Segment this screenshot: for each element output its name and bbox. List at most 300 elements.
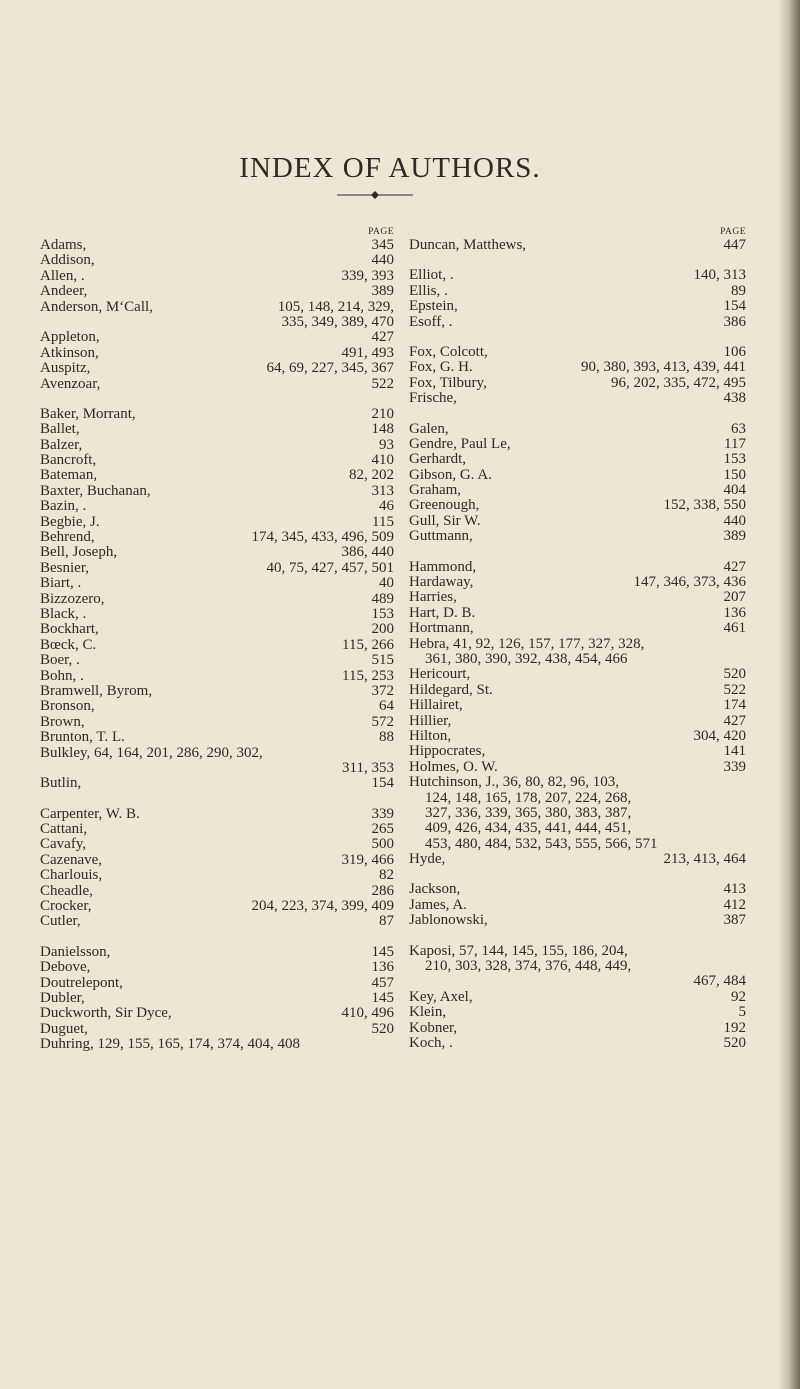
entry-line [409, 560, 746, 575]
index-entry [409, 529, 746, 544]
author-name: Bazin, . [40, 498, 87, 515]
author-name: Adams, [40, 237, 87, 253]
page-numbers: 87 [379, 913, 394, 930]
author-name: Bateman, [40, 467, 98, 484]
index-entry [409, 683, 746, 698]
page-numbers: 89 [731, 282, 746, 299]
entry-line [409, 483, 746, 498]
author-name: Fox, Tilbury, [409, 374, 487, 391]
entry-line [409, 238, 746, 253]
index-entry [409, 621, 746, 636]
author-name: Gendre, Paul Le, [409, 435, 511, 452]
entry-line [409, 990, 746, 1005]
page-edge-shadow [778, 0, 800, 1389]
index-entry [409, 575, 746, 590]
page-numbers: 82, 202 [349, 467, 394, 484]
index-entry [40, 530, 394, 545]
index-entry [40, 715, 394, 730]
author-name: Cavafy, [40, 836, 87, 853]
index-entry [40, 453, 394, 468]
entry-line [40, 453, 394, 468]
entry-line [40, 607, 394, 622]
page-numbers: 440 [723, 512, 746, 529]
page-numbers: 522 [723, 681, 746, 698]
entry-line [409, 806, 746, 821]
index-entry [40, 438, 394, 453]
entry-line [409, 452, 746, 467]
page-title: INDEX OF AUTHORS. [239, 152, 541, 184]
author-name: Duguet, [40, 1020, 88, 1037]
entry-line [40, 438, 394, 453]
page-numbers: 319, 466 [341, 851, 394, 868]
index-entry [40, 300, 394, 331]
entry-line [40, 945, 394, 960]
author-name: Black, . [40, 605, 87, 622]
entry-line [40, 761, 394, 776]
author-name: Bramwell, Byrom, [40, 682, 153, 699]
author-name: Bœck, C. [40, 636, 97, 653]
page-numbers: 389 [723, 528, 746, 545]
page-numbers: 412 [723, 896, 746, 913]
index-entry [40, 776, 394, 791]
entry-line [40, 377, 394, 392]
page-numbers: 64 [379, 698, 394, 715]
entry-line [40, 746, 394, 761]
author-name: Ballet, [40, 421, 80, 438]
index-entry [40, 638, 394, 653]
entry-line [40, 238, 394, 253]
author-name: Hebra, 41, 92, 126, 157, 177, 327, 328, [409, 635, 645, 652]
index-entry [409, 422, 746, 437]
entry-line [409, 667, 746, 682]
entry-line [409, 683, 746, 698]
author-name: Klein, [409, 1004, 447, 1021]
index-entry [40, 699, 394, 714]
author-name: Biart, . [40, 575, 82, 592]
letter-group [409, 560, 746, 868]
entry-line [40, 976, 394, 991]
page-numbers: 461 [723, 620, 746, 637]
author-name: Bronson, [40, 698, 95, 715]
index-entry [40, 884, 394, 899]
entry-line [409, 391, 746, 406]
index-entry [40, 284, 394, 299]
entry-line [40, 669, 394, 684]
index-entry [40, 746, 394, 777]
entry-line [40, 807, 394, 822]
author-name: Baxter, Buchanan, [40, 482, 151, 499]
index-entry [409, 284, 746, 299]
index-entry [409, 376, 746, 391]
author-name: Bancroft, [40, 452, 97, 469]
index-entry [40, 545, 394, 560]
entry-line [409, 760, 746, 775]
author-name: Doutrelepont, [40, 974, 123, 991]
index-entry [40, 361, 394, 376]
index-entry [40, 653, 394, 668]
entry-line [40, 269, 394, 284]
page-numbers: 404 [723, 482, 746, 499]
page-numbers: 93 [379, 436, 394, 453]
letter-group [40, 945, 394, 1053]
page-numbers: 174 [723, 697, 746, 714]
entry-line [409, 944, 746, 959]
author-name: Fox, Colcott, [409, 343, 488, 360]
page-numbers: 345 [371, 237, 394, 253]
index-entry [40, 945, 394, 960]
author-name: Atkinson, [40, 344, 99, 361]
page-numbers: 148 [371, 421, 394, 438]
entry-line [40, 422, 394, 437]
letter-group [40, 238, 394, 392]
entry-line [409, 791, 746, 806]
index-entry [409, 315, 746, 330]
entry-line [40, 638, 394, 653]
index-entry [40, 669, 394, 684]
index-column-right [409, 227, 746, 1066]
index-entry [40, 822, 394, 837]
index-entry [40, 484, 394, 499]
entry-continuation: 409, 426, 434, 435, 441, 444, 451, [425, 820, 632, 837]
entry-line [40, 407, 394, 422]
author-name: Hildegard, St. [409, 681, 493, 698]
author-name: Jackson, [409, 881, 461, 898]
index-entry [40, 422, 394, 437]
index-entry [409, 483, 746, 498]
page-numbers: 204, 223, 374, 399, 409 [251, 898, 394, 915]
page-numbers: 136 [723, 604, 746, 621]
entry-line [40, 715, 394, 730]
entry-line [409, 345, 746, 360]
entry-line [409, 360, 746, 375]
author-name: Hortmann, [409, 620, 474, 637]
page-numbers: 427 [723, 712, 746, 729]
entry-line [409, 299, 746, 314]
index-entry [40, 684, 394, 699]
author-name: Bell, Joseph, [40, 544, 118, 561]
entry-continuation: 453, 480, 484, 532, 543, 555, 566, 571 [425, 835, 658, 852]
page-numbers: 286 [371, 882, 394, 899]
page-numbers: 440 [371, 252, 394, 269]
entry-line [409, 652, 746, 667]
page-numbers: 117 [724, 435, 746, 452]
page-numbers: 115, 266 [342, 636, 394, 653]
index-entry [40, 468, 394, 483]
index-entry [40, 561, 394, 576]
author-name: Hilton, [409, 727, 452, 744]
index-entry [40, 853, 394, 868]
entry-line [40, 361, 394, 376]
entry-line [409, 1021, 746, 1036]
entry-line [40, 884, 394, 899]
entry-continuation: 327, 336, 339, 365, 380, 383, 387, [425, 804, 632, 821]
page-numbers: 520 [723, 666, 746, 683]
page-numbers: 389 [371, 283, 394, 300]
author-name: Koch, . [409, 1034, 453, 1051]
author-name: Key, Axel, [409, 988, 473, 1005]
index-entry [40, 730, 394, 745]
title-rule-ornament [335, 188, 415, 202]
author-name: Elliot, . [409, 267, 454, 284]
author-name: Epstein, [409, 298, 458, 315]
author-name: Duncan, Matthews, [409, 237, 527, 253]
entry-line [40, 330, 394, 345]
author-name: Harries, [409, 589, 457, 606]
author-name: Frische, [409, 390, 457, 407]
page-numbers: 150 [723, 466, 746, 483]
index-entry [409, 913, 746, 928]
entry-line [409, 852, 746, 867]
page-numbers: 154 [371, 775, 394, 792]
page-numbers: 339, 393 [341, 267, 394, 284]
entry-line [40, 991, 394, 1006]
index-entry [40, 592, 394, 607]
entry-line [409, 422, 746, 437]
page-numbers: 386, 440 [341, 544, 394, 561]
page-numbers: 207 [723, 589, 746, 606]
letter-group [409, 345, 746, 407]
page-numbers: 457 [371, 974, 394, 991]
page-numbers: 522 [371, 375, 394, 392]
index-entry [409, 606, 746, 621]
index-entry [409, 345, 746, 360]
page-numbers: 5 [738, 1004, 746, 1021]
author-name: Charlouis, [40, 867, 103, 884]
author-name: Bulkley, 64, 164, 201, 286, 290, 302, [40, 744, 263, 761]
author-name: Graham, [409, 482, 462, 499]
index-entry [40, 407, 394, 422]
page-numbers: 213, 413, 464 [663, 851, 746, 868]
author-name: Gerhardt, [409, 451, 467, 468]
index-entry [409, 238, 746, 253]
page-numbers: 153 [371, 605, 394, 622]
page-numbers: 200 [371, 621, 394, 638]
page-numbers: 438 [723, 390, 746, 407]
entry-continuation: 361, 380, 390, 392, 438, 454, 466 [425, 650, 628, 667]
entry-line [40, 1006, 394, 1021]
author-name: Addison, [40, 252, 95, 269]
author-name: Debove, [40, 959, 91, 976]
page-numbers: 140, 313 [693, 267, 746, 284]
entry-line [40, 346, 394, 361]
index-entry [409, 1021, 746, 1036]
page-numbers: 500 [371, 836, 394, 853]
page-numbers: 520 [723, 1034, 746, 1051]
index-entry [40, 622, 394, 637]
page-numbers: 46 [379, 498, 394, 515]
entry-line [40, 315, 394, 330]
index-entry [409, 560, 746, 575]
letter-group [409, 422, 746, 545]
author-name: Hardaway, [409, 574, 474, 591]
page-numbers: 210 [371, 405, 394, 422]
author-name: Hyde, [409, 851, 446, 868]
author-name: Danielsson, [40, 943, 111, 960]
index-entry [409, 452, 746, 467]
entry-line [409, 744, 746, 759]
page-numbers: 63 [731, 420, 746, 437]
entry-line [40, 592, 394, 607]
entry-continuation: 124, 148, 165, 178, 207, 224, 268, [425, 789, 632, 806]
page-numbers: 413 [723, 881, 746, 898]
page-numbers: 147, 346, 373, 436 [633, 574, 746, 591]
author-name: Begbie, J. [40, 513, 100, 530]
entry-line [409, 729, 746, 744]
page-numbers: 311, 353 [342, 759, 394, 776]
page-numbers: 467, 484 [693, 973, 746, 990]
author-name: Hillairet, [409, 697, 463, 714]
page-numbers: 40 [379, 575, 394, 592]
index-entry [409, 1005, 746, 1020]
page-numbers: 386 [723, 313, 746, 330]
entry-line [40, 899, 394, 914]
page-numbers: 335, 349, 389, 470 [281, 313, 394, 330]
author-name: Cutler, [40, 913, 81, 930]
author-name: Duhring, 129, 155, 165, 174, 374, 404, 408 [40, 1036, 300, 1053]
entry-line [40, 561, 394, 576]
index-entry [409, 852, 746, 867]
index-entry [40, 576, 394, 591]
letter-group [40, 807, 394, 930]
index-entry [409, 637, 746, 668]
page-numbers: 387 [723, 912, 746, 929]
author-name: Hillier, [409, 712, 452, 729]
entry-line [409, 1036, 746, 1051]
entry-line [409, 913, 746, 928]
page-numbers: 192 [723, 1019, 746, 1036]
index-entry [40, 253, 394, 268]
author-name: Hart, D. B. [409, 604, 476, 621]
author-name: Butlin, [40, 775, 82, 792]
page-numbers: 410 [371, 452, 394, 469]
index-entry [40, 499, 394, 514]
author-name: Brunton, T. L. [40, 729, 125, 746]
entry-line [40, 730, 394, 745]
entry-line [409, 821, 746, 836]
letter-group [409, 944, 746, 1052]
index-entry [40, 837, 394, 852]
entry-line [40, 853, 394, 868]
author-name: Gibson, G. A. [409, 466, 492, 483]
author-name: Brown, [40, 713, 85, 730]
letter-group [409, 238, 746, 253]
entry-line [409, 959, 746, 974]
entry-line [409, 268, 746, 283]
author-name: Besnier, [40, 559, 89, 576]
entry-line [40, 545, 394, 560]
page-numbers: 339 [371, 805, 394, 822]
page-numbers: 447 [723, 237, 746, 253]
page-numbers: 515 [371, 652, 394, 669]
author-name: Boer, . [40, 652, 80, 669]
page-numbers: 115 [372, 513, 394, 530]
index-entry [409, 775, 746, 852]
author-name: Bizzozero, [40, 590, 105, 607]
author-name: Greenough, [409, 497, 480, 514]
author-name: James, A. [409, 896, 467, 913]
author-name: Cheadle, [40, 882, 93, 899]
entry-line [40, 1022, 394, 1037]
entry-line [40, 684, 394, 699]
index-entry [40, 991, 394, 1006]
page-numbers: 145 [371, 943, 394, 960]
index-entry [409, 498, 746, 513]
entry-line [409, 498, 746, 513]
author-name: Bohn, . [40, 667, 84, 684]
entry-line [409, 837, 746, 852]
entry-line [40, 822, 394, 837]
author-name: Fox, G. H. [409, 359, 473, 376]
letter-group [40, 407, 394, 792]
index-entry [409, 299, 746, 314]
author-name: Guttmann, [409, 528, 473, 545]
index-entry [409, 437, 746, 452]
index-entry [409, 1036, 746, 1051]
entry-line [409, 284, 746, 299]
entry-line [40, 468, 394, 483]
page-numbers: 92 [731, 988, 746, 1005]
entry-line [40, 284, 394, 299]
index-entry [40, 1037, 394, 1052]
entry-line [409, 575, 746, 590]
author-name: Galen, [409, 420, 449, 437]
author-name: Andeer, [40, 283, 88, 300]
entry-line [40, 499, 394, 514]
index-entry [40, 1022, 394, 1037]
page-numbers: 427 [371, 329, 394, 346]
entry-line [40, 653, 394, 668]
page-numbers: 520 [371, 1020, 394, 1037]
entry-line [409, 315, 746, 330]
index-entry [40, 346, 394, 361]
index-entry [409, 514, 746, 529]
page-numbers: 106 [723, 343, 746, 360]
page-numbers: 572 [371, 713, 394, 730]
entry-line [409, 898, 746, 913]
page-column-header: PAGE [720, 227, 746, 237]
author-name: Holmes, O. W. [409, 758, 498, 775]
entry-line [409, 637, 746, 652]
entry-line [409, 775, 746, 790]
author-name: Duckworth, Sir Dyce, [40, 1005, 172, 1022]
author-name: Balzer, [40, 436, 83, 453]
index-entry [40, 976, 394, 991]
index-entry [40, 330, 394, 345]
index-entry [40, 960, 394, 975]
page-numbers: 96, 202, 335, 472, 495 [611, 374, 746, 391]
entry-continuation: 210, 303, 328, 374, 376, 448, 449, [425, 958, 632, 975]
page-column-header: PAGE [368, 227, 394, 237]
entry-line [409, 514, 746, 529]
index-entry [409, 990, 746, 1005]
entry-line [409, 714, 746, 729]
author-name: Bockhart, [40, 621, 99, 638]
author-name: Esoff, . [409, 313, 453, 330]
index-entry [40, 899, 394, 914]
author-name: Hutchinson, J., 36, 80, 82, 96, 103, [409, 774, 619, 791]
page-numbers: 136 [371, 959, 394, 976]
author-name: Cazenave, [40, 851, 103, 868]
author-name: Hippocrates, [409, 743, 486, 760]
index-entry [409, 468, 746, 483]
page-numbers: 141 [723, 743, 746, 760]
page-numbers: 82 [379, 867, 394, 884]
index-entry [409, 729, 746, 744]
page-numbers: 105, 148, 214, 329, [277, 298, 394, 315]
author-name: Appleton, [40, 329, 100, 346]
page-numbers: 115, 253 [342, 667, 394, 684]
entry-line [409, 698, 746, 713]
